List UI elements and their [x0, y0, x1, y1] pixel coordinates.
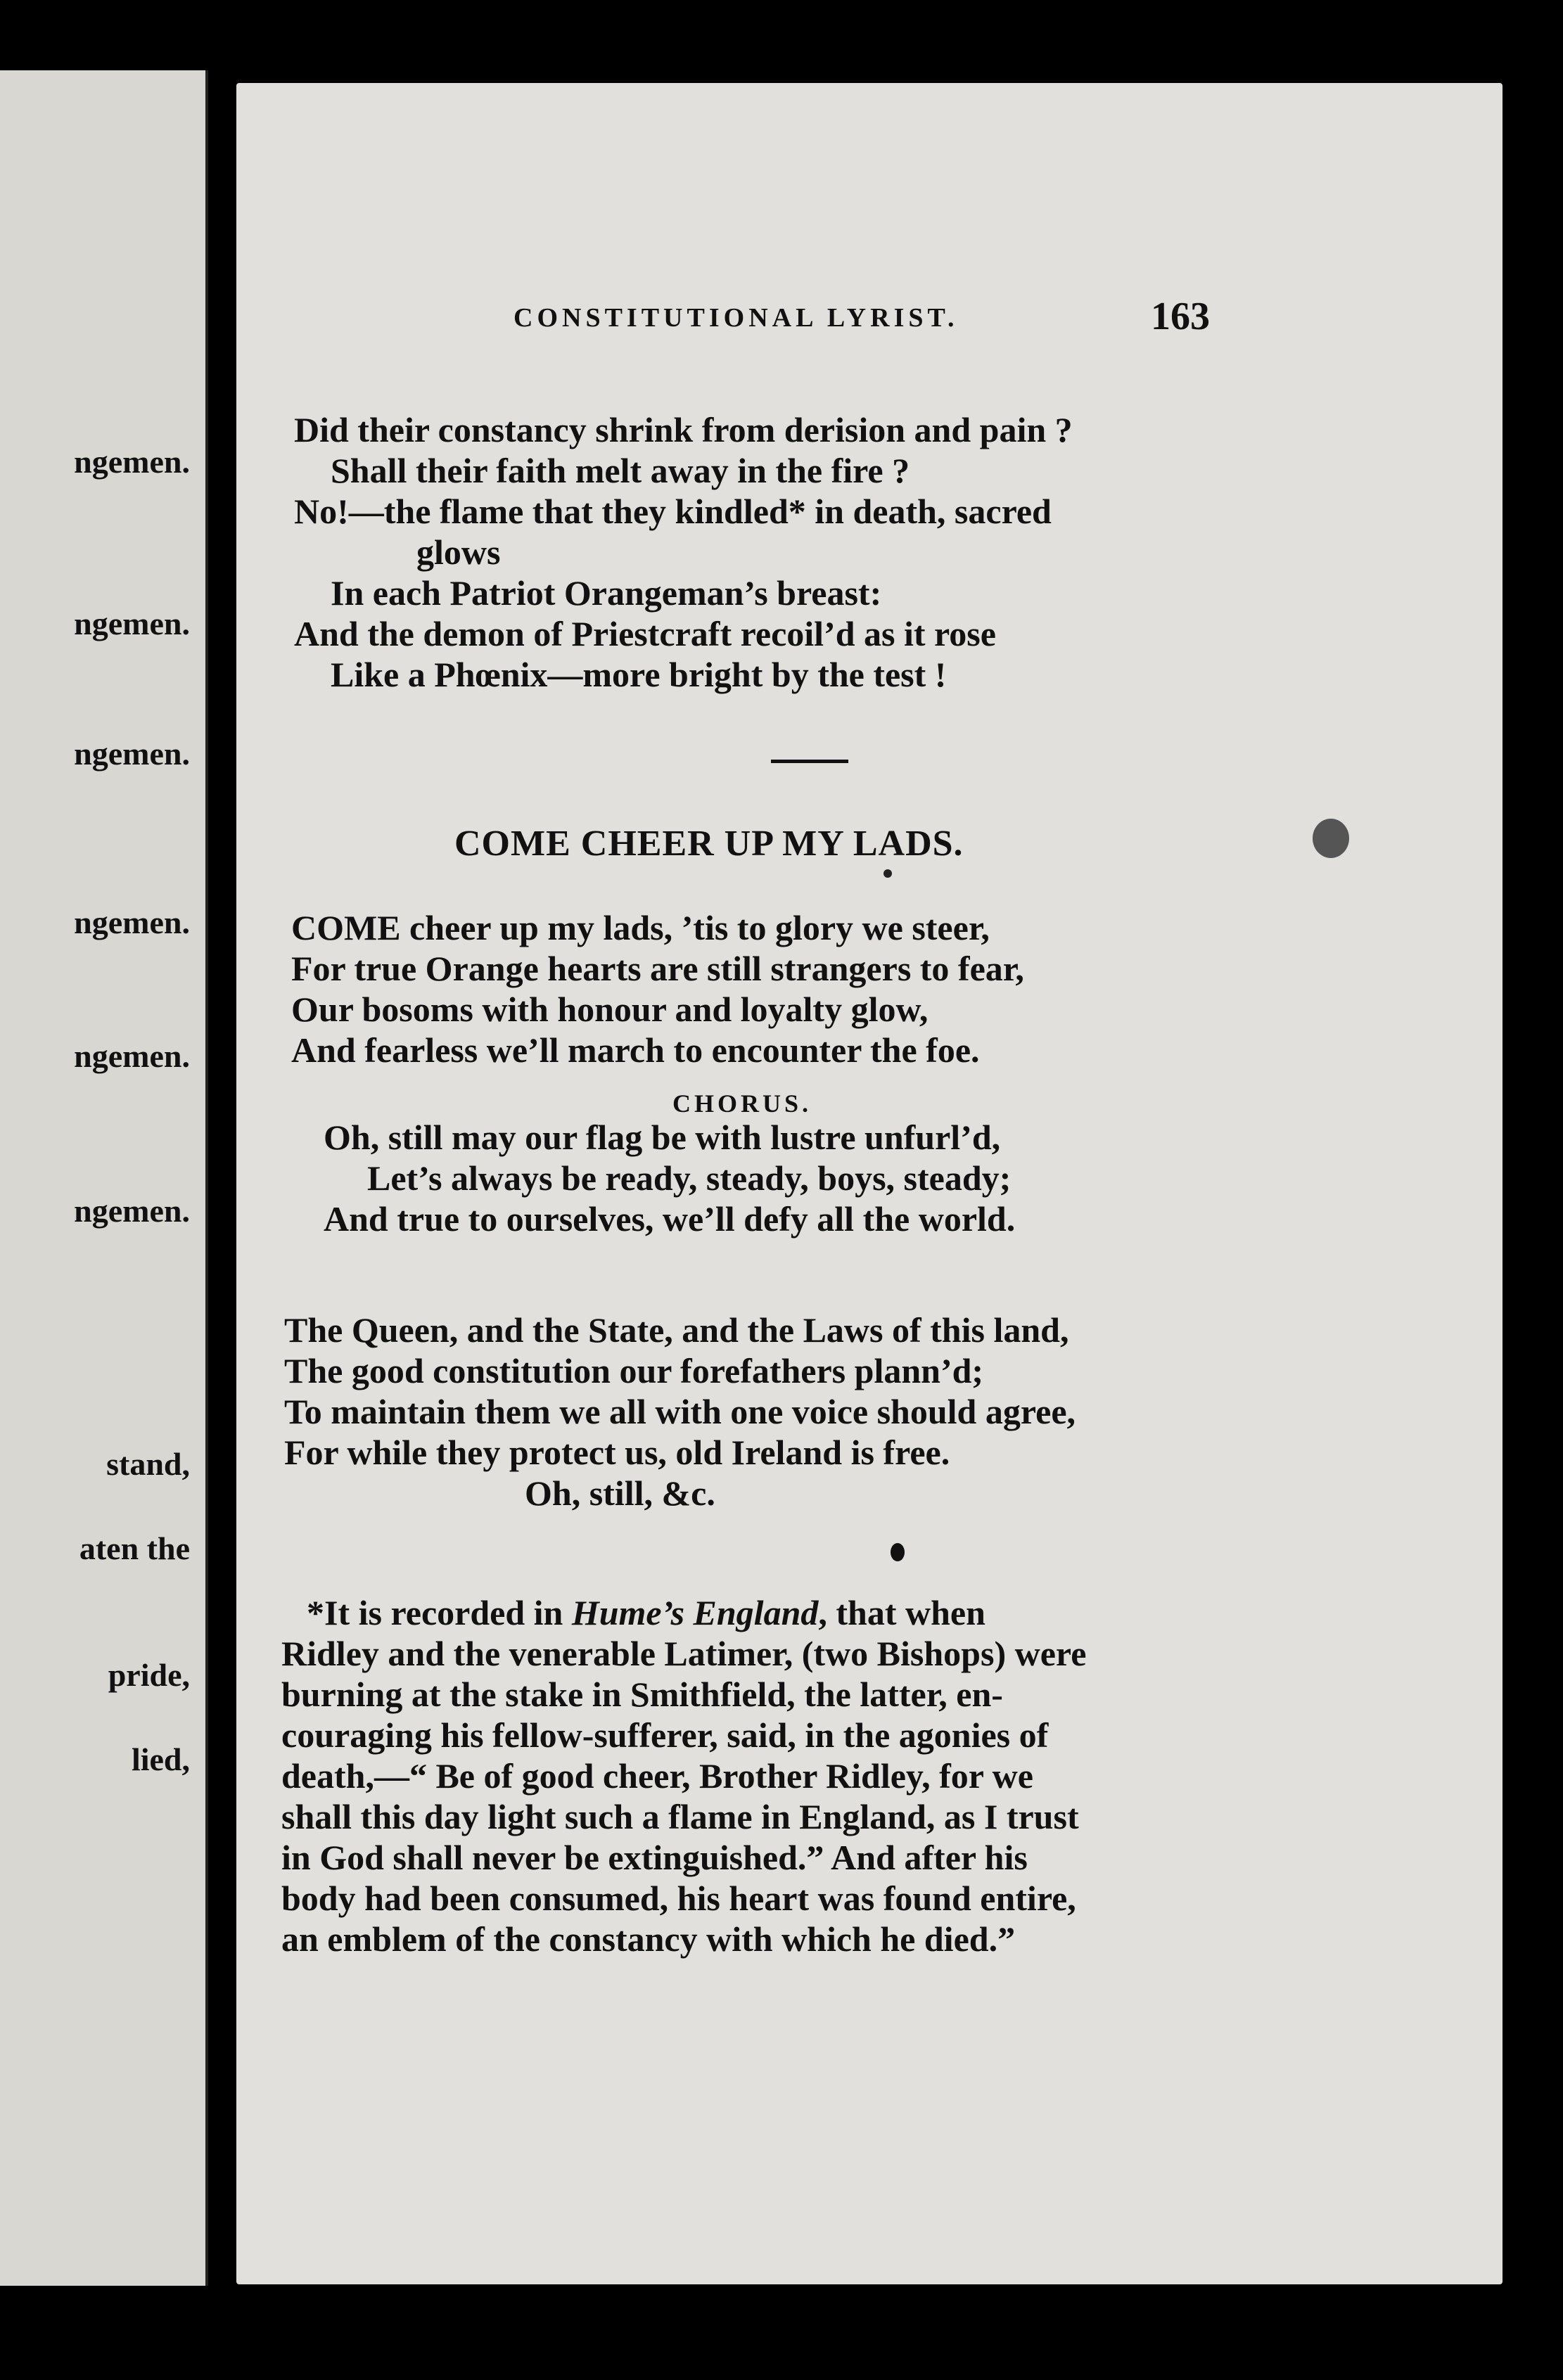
verse-line: The good constitution our forefathers plann’d; — [284, 1351, 984, 1390]
footnote-text: , that when — [818, 1593, 985, 1632]
left-page-fragment: pride, — [108, 1657, 190, 1693]
poem-line: No!—the flame that they kindled* in death, sacred — [294, 492, 1052, 531]
verse-line: Our bosoms with honour and loyalty glow, — [291, 990, 929, 1029]
poem-line: Like a Phœnix—more bright by the test ! — [331, 655, 947, 694]
chorus-label: CHORUS. — [672, 1089, 812, 1118]
left-page-fragment: ngemen. — [74, 1193, 190, 1229]
footnote-text: *It is recorded in — [307, 1593, 572, 1632]
verse-line: For true Orange hearts are still strangers to fear, — [291, 949, 1024, 988]
left-page-fragment: stand, — [106, 1446, 190, 1482]
poem-line: In each Patriot Orangeman’s breast: — [331, 573, 882, 613]
footnote-line — [307, 1595, 985, 1630]
left-page-fragment: ngemen. — [74, 736, 190, 772]
verse-line: And fearless we’ll march to encounter the foe. — [291, 1030, 980, 1070]
verse-line: COME cheer up my lads, ’tis to glory we steer, — [291, 908, 990, 947]
footnote-citation: Hume’s England — [571, 1593, 819, 1632]
chorus-line: Oh, still may our flag be with lustre unfurl’d, — [324, 1118, 1001, 1157]
left-page — [0, 70, 208, 2286]
poem-line: Did their constancy shrink from derision and pain ? — [294, 410, 1073, 449]
footnote-line: burning at the stake in Smithfield, the latter, en- — [281, 1675, 1003, 1714]
poem-line: Shall their faith melt away in the fire ? — [331, 451, 910, 490]
left-page-fragment: aten the — [79, 1530, 190, 1566]
book-page — [236, 83, 1503, 2284]
song-title: COME CHEER UP MY LADS. — [454, 824, 964, 864]
left-page-fragment: ngemen. — [74, 1038, 190, 1074]
refrain-line: Oh, still, &c. — [525, 1473, 715, 1513]
verse-line: For while they protect us, old Ireland is free. — [284, 1433, 950, 1472]
footnote-line: an emblem of the constancy with which he died.” — [281, 1919, 1016, 1959]
footnote-line: death,—“ Be of good cheer, Brother Ridley, for we — [281, 1756, 1033, 1796]
footnote-line: in God shall never be extinguished.” And after his — [281, 1838, 1028, 1877]
verse-line: To maintain them we all with one voice should agree, — [284, 1392, 1076, 1431]
left-page-fragment: ngemen. — [74, 606, 190, 641]
footnote-line: body had been consumed, his heart was found entire, — [281, 1879, 1076, 1918]
chorus-line: Let’s always be ready, steady, boys, steady; — [367, 1158, 1012, 1198]
left-page-fragment: lied, — [131, 1741, 190, 1777]
left-page-fragment: ngemen. — [74, 444, 190, 480]
section-divider — [771, 760, 848, 763]
chorus-line: And true to ourselves, we’ll defy all the world. — [324, 1199, 1016, 1239]
footnote-line: Ridley and the venerable Latimer, (two Bishops) were — [281, 1634, 1087, 1673]
footnote-line: couraging his fellow-sufferer, said, in the agonies of — [281, 1715, 1049, 1755]
poem-line: glows — [416, 532, 501, 572]
poem-line: And the demon of Priestcraft recoil’d as it rose — [294, 614, 996, 653]
verse-line: The Queen, and the State, and the Laws of this land, — [284, 1310, 1069, 1350]
page-number: 163 — [1151, 295, 1210, 338]
left-page-fragment: ngemen. — [74, 904, 190, 940]
page-content — [236, 83, 1503, 2284]
running-head: CONSTITUTIONAL LYRIST. — [513, 303, 959, 333]
footnote-line: shall this day light such a flame in England, as I trust — [281, 1797, 1079, 1836]
